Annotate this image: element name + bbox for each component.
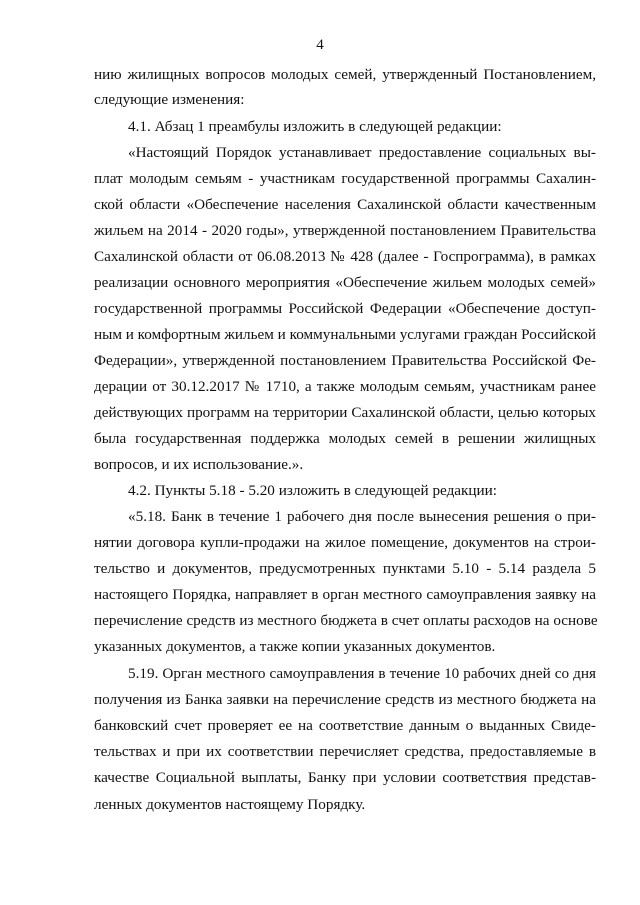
text-line: перечисление средств из местного бюджета в счет оплаты расходов на основе (94, 612, 598, 629)
text-line: следующие изменения: (94, 91, 245, 108)
text-line: нию жилищных вопросов молодых семей, утвержденный Постановлением, (94, 66, 596, 83)
text-line: жильем на 2014 - 2020 годы», утвержденной постановлением Правительства (94, 222, 596, 239)
text-line: Сахалинской области от 06.08.2013 № 428 (далее - Госпрограмма), в рамках (94, 248, 596, 265)
text-line: получения из Банка заявки на перечисление средств из местного бюджета на (94, 691, 596, 708)
text-line: тельствах и при их соответствии перечисляет средства, предоставляемые в (94, 743, 596, 760)
text-line: банковский счет проверяет ее на соответствие данным о выданных Свиде- (94, 717, 596, 734)
text-line: тельство и документов, предусмотренных пунктами 5.10 - 5.14 раздела 5 (94, 560, 596, 577)
text-line: качестве Социальной выплаты, Банку при условии соответствия представ- (94, 769, 596, 786)
text-line: была государственная поддержка молодых семей в решении жилищных (94, 430, 596, 447)
text-line: государственной программы Российской Федерации «Обеспечение доступ- (94, 300, 596, 317)
page-number: 4 (316, 37, 324, 53)
text-line: «5.18. Банк в течение 1 рабочего дня после вынесения решения о при- (128, 508, 596, 525)
text-line: 4.2. Пункты 5.18 - 5.20 изложить в следующей редакции: (128, 482, 498, 499)
text-line: «Настоящий Порядок устанавливает предоставление социальных вы- (128, 144, 596, 161)
text-line: реализации основного мероприятия «Обеспечение жильем молодых семей» (94, 274, 596, 291)
text-line: настоящего Порядка, направляет в орган местного самоуправления заявку на (94, 586, 596, 603)
text-line: действующих программ на территории Сахалинской области, целью которых (94, 404, 596, 421)
text-line: ным и комфортным жильем и коммунальными услугами граждан Российской (94, 326, 597, 343)
text-line: 5.19. Орган местного самоуправления в течение 10 рабочих дней со дня (128, 665, 596, 682)
text-line: ленных документов настоящему Порядку. (94, 796, 366, 813)
text-line: Федерации», утвержденной постановлением Правительства Российской Фе- (94, 352, 596, 369)
text-line: 4.1. Абзац 1 преамбулы изложить в следующей редакции: (128, 118, 502, 135)
text-line: плат молодым семьям - участникам государственной программы Сахалин- (94, 170, 596, 187)
text-line: дерации от 30.12.2017 № 1710, а также молодым семьям, участникам ранее (94, 378, 596, 395)
text-line: ской области «Обеспечение населения Сахалинской области качественным (94, 196, 596, 213)
text-line: указанных документов, а также копии указанных документов. (94, 638, 496, 655)
text-line: вопросов, и их использование.». (94, 456, 304, 473)
text-line: нятии договора купли-продажи на жилое помещение, документов на строи- (94, 534, 596, 551)
